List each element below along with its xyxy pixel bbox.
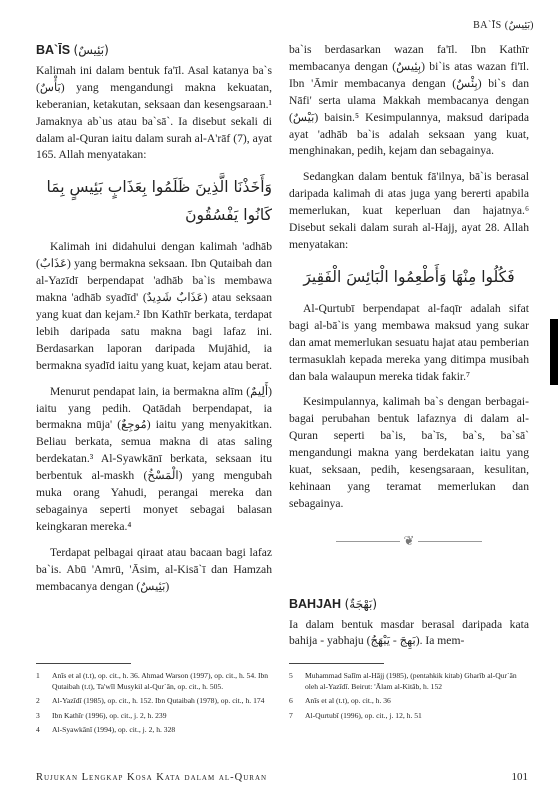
footnote-item	[36, 696, 272, 707]
paragraph-7: Al-Qurtubī berpendapat al-faqīr adalah sifat bagi al-bā`is yang membawa maksud yang sukar dan amat memerlukan sesuatu hajat atau pemberian termasuklah kepada mereka yang ditimpa musibah dan bala walaupun mereka tidak fakir.⁷	[289, 301, 529, 383]
footnote-text: Muhammad Salīm al-Hājj (1985), (pentahkik kitab) Gharīb al-Qur`ān oleh al-Yazīdī. Beirut: 'Ālam al-Kitāb, h. 152	[305, 671, 517, 691]
footnote-text: Anīs et al (t.t), op. cit., h. 36	[305, 696, 391, 705]
entry-heading-bahjah	[289, 596, 529, 613]
ornament-flourish-icon: ❦	[403, 532, 415, 548]
entry-heading-latin: BA`ĪS	[36, 43, 71, 57]
section-divider-ornament	[289, 533, 529, 550]
quran-verse-1: وَأَخَذْنَا الَّذِينَ ظَلَمُوا بِعَذَابٍ بَئِيسٍ بِمَا كَانُوا يَفْسُقُونَ	[46, 178, 272, 225]
footnote-rule-right	[289, 663, 384, 664]
footnotes-right	[289, 671, 529, 725]
paragraph-8: Kesimpulannya, kalimah ba`s dengan berbagai-bagai perubahan bentuk lafaznya di dalam al-Quran seperti ba`is, ba`īs, ba`s, ba`sā` mengandungi makna yang berdekatan iaitu yang kuat, seksaan, pedih, kesengsaraan, kesulitan, kehinaan yang teramat memerlukan dan sebagainya.	[289, 395, 529, 510]
thumb-index-tab	[550, 319, 558, 385]
footnote-number: 3	[36, 710, 40, 720]
footnote-item	[36, 725, 272, 736]
footnote-text: Al-Qurtubī (1996), op. cit., j. 12, h. 51	[305, 710, 422, 720]
footnote-text: Ibn Kathīr (1996), op. cit., j. 2, h. 239	[52, 710, 167, 720]
footnote-number: 5	[289, 671, 293, 680]
paragraph-4: Terdapat pelbagai qiraat atau bacaan bagi lafaz ba`is. Abū 'Amrū, 'Āsim, al-Kisā`ī dan Hamzah membacanya dengan (بَئِيسٌ)	[36, 545, 272, 593]
footnote-number: 2	[36, 696, 40, 705]
footnote-item	[289, 696, 529, 707]
footnote-text: Al-Yazīdī (1985), op. cit., h. 152. Ibn Qutaibah (1978), op. cit., h. 174	[52, 696, 265, 705]
paragraph-5: ba`is berdasarkan wazan fa'īl. Ibn Kathīr membacanya dengan (بِئِيسٌ) bi`is atas wazan fi'īl. Ibn 'Āmir membacanya dengan (بِئْسٌ) bi`s dan Nāfi' serta ulama Makkah membacanya dengan (بَيْسٌ) baisin.⁵ Kesimpulannya, maksud daripada ayat 'adhāb ba`is adalah seksaan yang kuat, menghinakan, pedih, kejam dan sebagainya.	[289, 43, 530, 158]
paragraph-bahjah-1: Ia dalam bentuk masdar berasal daripada kata bahija - yabhaju (بَهِجَ - يَبْهَجُ). Ia mem-	[289, 617, 529, 648]
footnote-item	[289, 671, 529, 692]
divider-line-right	[418, 541, 482, 542]
left-column	[36, 42, 272, 604]
footnote-text: Anīs et al (t.t), op. cit., h. 36. Ahmad Warson (1997), op. cit., h. 54. Ibn Qutaibah (t.t), Ta'wīl Musykil al-Qur`ān, op. cit., h. 505.	[52, 671, 269, 691]
footnote-text: Al-Syawkānī (1994), op. cit., j. 2, h. 328	[52, 725, 176, 734]
footnote-item	[36, 671, 272, 692]
footnotes-left	[36, 671, 272, 740]
paragraph-6: Sedangkan dalam bentuk fā'ilnya, bā`is berasal daripada kalimah di atas juga yang bererti apabila memerlukan, kuat keperluan dan hajatnya.⁶ Disebut sekali dalam surah al-Hajj, ayat 28. Allah menyatakan:	[289, 170, 529, 251]
footer-book-title: Rujukan Lengkap Kosa Kata dalam al-Quran	[36, 772, 268, 783]
entry-heading-latin: BAHJAH	[289, 596, 342, 611]
right-column	[289, 42, 529, 659]
divider-line-left	[336, 541, 400, 542]
paragraph-3: Menurut pendapat lain, ia bermakna alīm (أَلِيمٌ) iaitu yang pedih. Qatādah berpendapat, ia bermakna mūja' (مُوجِعٌ) iaitu yang menyakitkan. Beliau berkata, semua makna di atas saling berdekatan.³ Al-Syawkānī berkata, seksaan itu berbentuk al-maskh (الْمَسْخُ) yang mengubah muka orang Yahudi, perangai mereka dan sebagainya seperti monyet sebagai balasan keingkaran mereka.⁴	[36, 384, 272, 533]
entry-heading-arabic: (بَئِيسٌ)	[73, 43, 109, 57]
footnote-number: 7	[289, 710, 293, 720]
entry-heading-ba-is	[36, 42, 272, 59]
paragraph-2: Kalimah ini didahului dengan kalimah 'adhāb (عَذَابٌ) yang bermakna seksaan. Ibn Qutaibah dan al-Yazīdī berpendapat 'adhāb ba`is membawa makna 'adhāb syadīd' (عَذَابٌ شَدِيدٌ) atau seksaan yang kuat dan kejam.² Ibn Kathīr berkata, terdapat lebih daripada satu makna bagi lafaz ini. Berdasarkan laporan daripada Mujāhid, ia bermakna syadīd iaitu yang kuat, kejam atau berat.	[36, 240, 272, 372]
footnote-item	[36, 711, 272, 722]
footnote-number: 1	[36, 671, 40, 680]
quran-verse-2: فَكُلُوا مِنْهَا وَأَطْعِمُوا الْبَائِسَ الْفَقِيرَ	[303, 267, 515, 286]
footnote-item	[289, 711, 529, 722]
footnote-number: 6	[289, 696, 293, 705]
page-number: 101	[511, 771, 528, 783]
running-head: BA`ĪS (بَئِيسٌ)	[473, 20, 534, 31]
footnote-rule-left	[36, 663, 131, 664]
footnote-number: 4	[36, 725, 40, 734]
entry-heading-arabic: (بَهْجَةٌ)	[344, 596, 378, 611]
paragraph-1: Kalimah ini dalam bentuk fa'īl. Asal katanya ba`s (بَأْسٌ) yang mengandungi makna kekuatan, keberanian, ketakutan, seksaan dan kesengsaraan.¹ Jamaknya ab`us atau ba`sā`. Ia disebut sekali di dalam al-Quran iaitu dalam surah al-A'rāf (7), ayat 165. Allah menyatakan:	[36, 63, 272, 162]
